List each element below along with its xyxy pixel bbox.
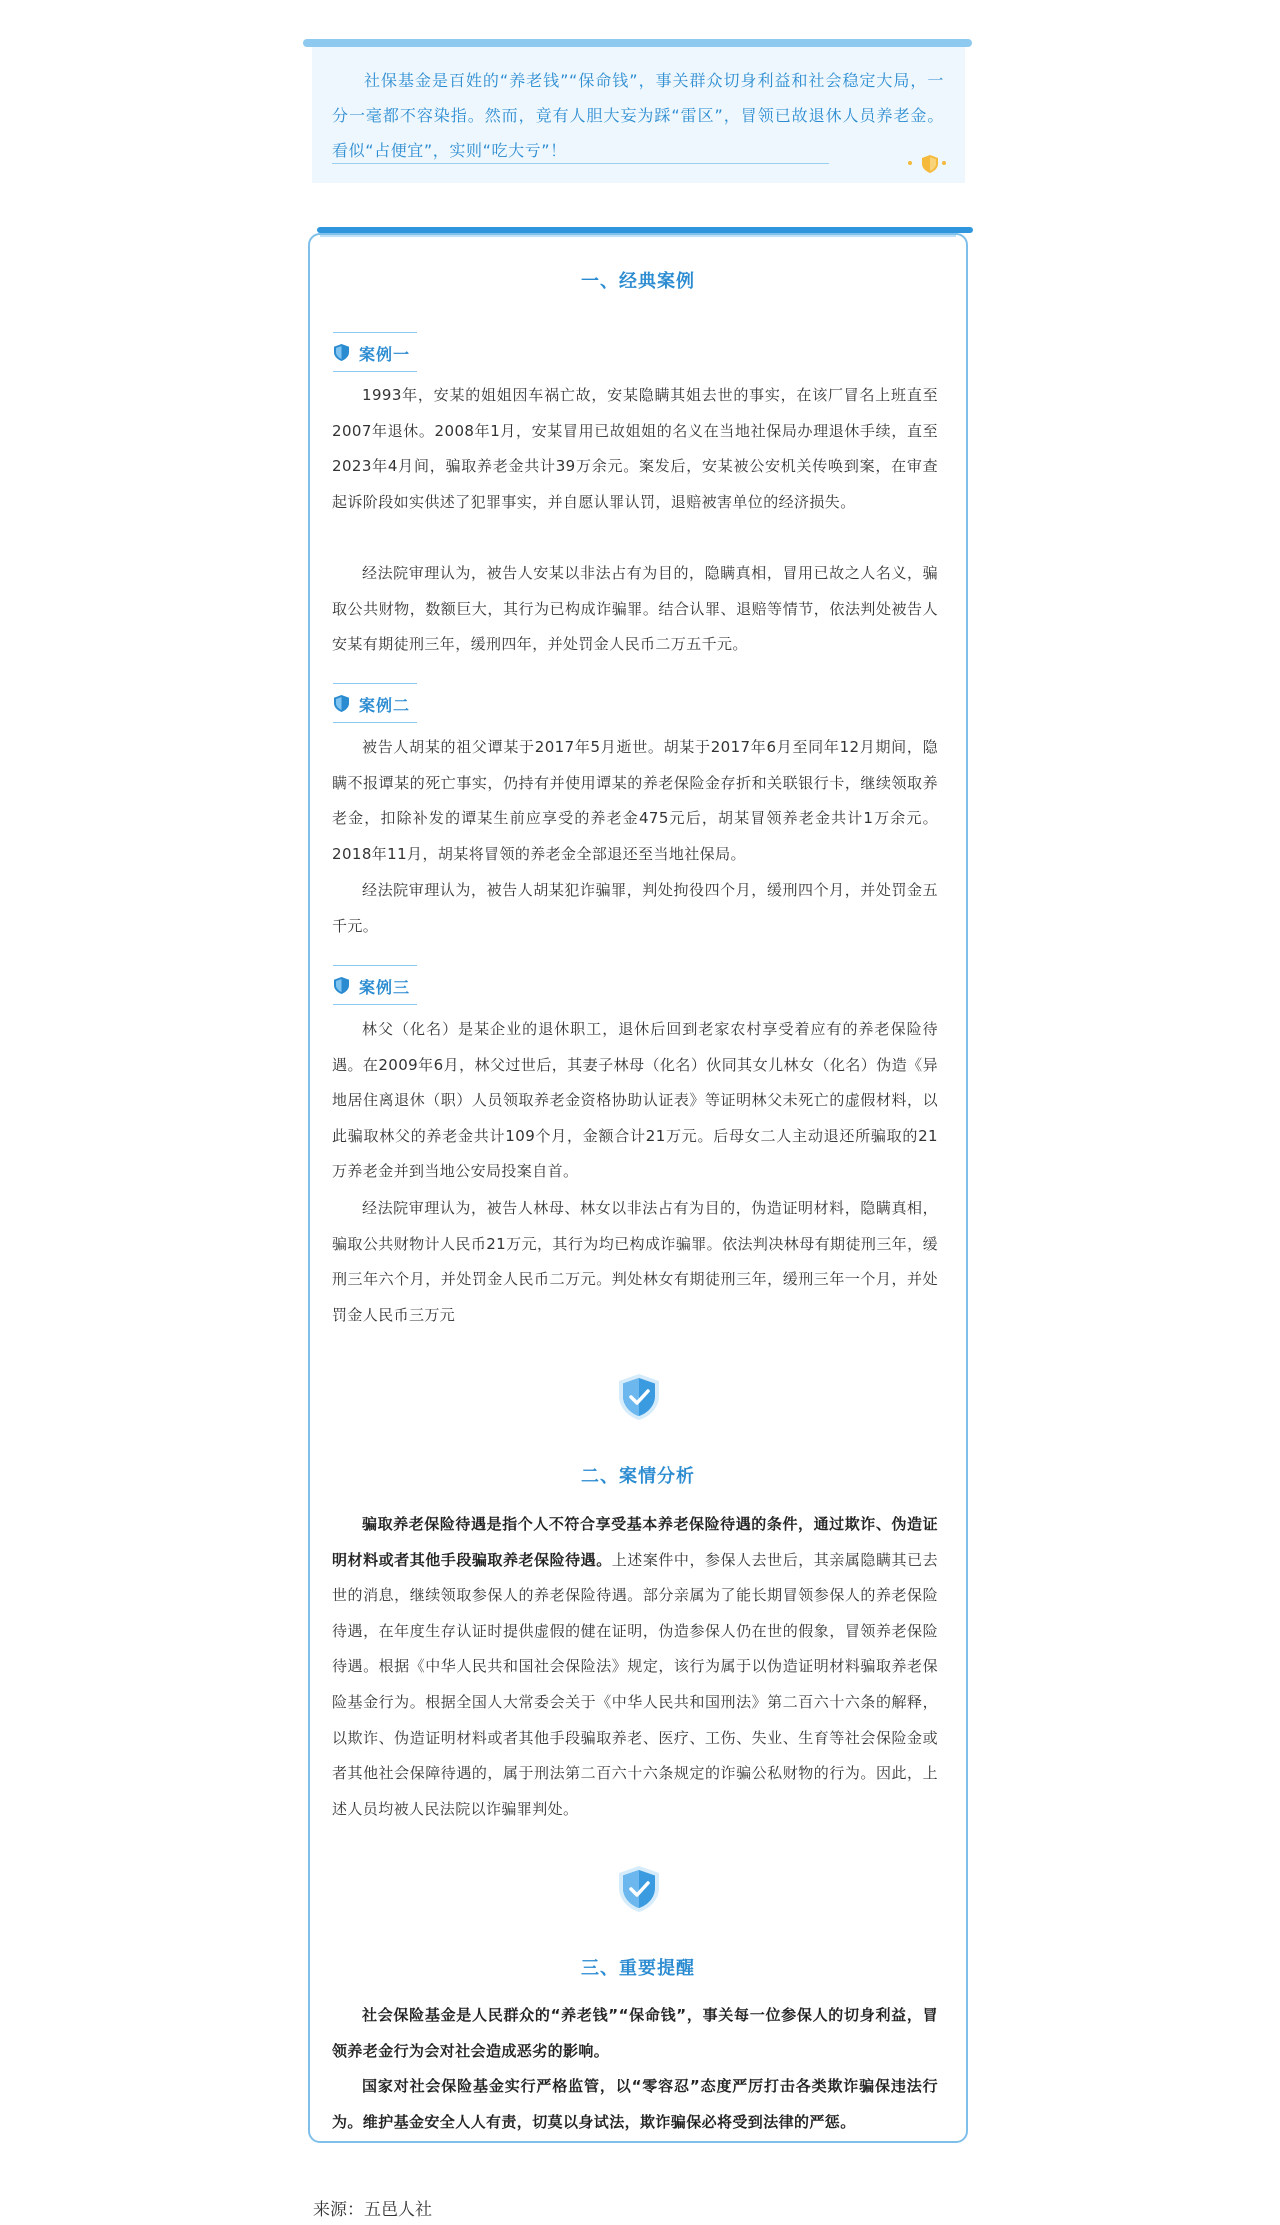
- intro-divider: [332, 163, 829, 164]
- dots-decoration: [908, 161, 914, 167]
- case-paragraph: 经法院审理认为，被告人安某以非法占有为目的，隐瞒真相，冒用已故之人名义，骗取公共财物，数额巨大，其行为已构成诈骗罪。结合认罪、退赔等情节，依法判处被告人安某有期徒刑三年，缓刑四年，并处罚金人民币二万五千元。: [332, 564, 938, 654]
- dot-decoration: [942, 161, 946, 165]
- case-label: 案例二: [359, 696, 411, 715]
- analysis-paragraph: [332, 1507, 938, 1827]
- shield-icon: [334, 977, 349, 994]
- intro-box: [312, 47, 965, 183]
- analysis-body: 上述案件中，参保人去世后，其亲属隐瞒其已去世的消息，继续领取参保人的养老保险待遇。部分亲属为了能长期冒领参保人的养老保险待遇，在年度生存认证时提供虚假的健在证明，伪造参保人仍在世的假象，冒领养老保险待遇。根据《中华人民共和国社会保险法》规定，该行为属于以伪造证明材料骗取养老保险基金行为。根据全国人大常委会关于《中华人民共和国刑法》第二百六十六条的解释，以欺诈、伪造证明材料或者其他手段骗取养老、医疗、工伤、失业、生育等社会保险金或者其他社会保障待遇的，属于刑法第二百六十六条规定的诈骗公私财物的行为。因此，上述人员均被人民法院以诈骗罪判处。: [332, 1550, 939, 1818]
- case-heading-2: [333, 683, 417, 723]
- case-heading-1: [333, 332, 417, 372]
- reminder-paragraph: [332, 1998, 938, 2069]
- case-label: 案例一: [359, 345, 411, 364]
- reminder-paragraph: [332, 2069, 938, 2140]
- shield-check-icon: [617, 1864, 661, 1914]
- analysis-bold-lead: 骗取养老保险待遇是指个人不符合享受基本养老保险待遇的条件，通过欺诈、伪造证明材料或者其他手段骗取养老保险待遇。: [332, 1515, 938, 1569]
- intro-top-bar: [303, 39, 972, 47]
- case-paragraph: 被告人胡某的祖父谭某于2017年5月逝世。胡某于2017年6月至同年12月期间，隐瞒不报谭某的死亡事实，仍持有并使用谭某的养老保险金存折和关联银行卡，继续领取养老金，扣除补发的谭某生前应享受的养老金475元后，胡某冒领养老金共计1万余元。2018年11月，胡某将冒领的养老金全部退还至当地社保局。: [332, 738, 938, 863]
- card-inner-line: [320, 235, 956, 237]
- case-paragraph: 经法院审理认为，被告人林母、林女以非法占有为目的，伪造证明材料，隐瞒真相，骗取公共财物计人民币21万元，其行为均已构成诈骗罪。依法判决林母有期徒刑三年，缓刑三年六个月，并处罚金人民币二万元。判处林女有期徒刑三年，缓刑三年一个月，并处罚金人民币三万元: [332, 1199, 938, 1324]
- shield-icon: [334, 344, 349, 361]
- source-label: 来源：五邑人社: [313, 2200, 432, 2220]
- case-label: 案例三: [359, 978, 411, 997]
- case-paragraph: 林父（化名）是某企业的退休职工，退休后回到老家农村享受着应有的养老保险待遇。在2009年6月，林父过世后，其妻子林母（化名）伙同其女儿林女（化名）伪造《异地居住离退休（职）人员领取养老金资格协助认证表》等证明林父未死亡的虚假材料，以此骗取林父的养老金共计109个月，金额合计21万元。后母女二人主动退还所骗取的21万养老金并到当地公安局投案自首。: [332, 1020, 938, 1181]
- content-card: [308, 233, 968, 2143]
- section-title-cases: 一、经典案例: [581, 271, 695, 292]
- section-title-analysis: 二、案情分析: [581, 1466, 695, 1487]
- shield-check-icon: [617, 1372, 661, 1422]
- reminder-text: 国家对社会保险基金实行严格监管，以“零容忍”态度严厉打击各类欺诈骗保违法行为。维护基金安全人人有责，切莫以身试法，欺诈骗保必将受到法律的严惩。: [332, 2077, 938, 2131]
- intro-text: 社保基金是百姓的“养老钱”“保命钱”，事关群众切身利益和社会稳定大局，一分一毫都不容染指。然而，竟有人胆大妄为踩“雷区”，冒领已故退休人员养老金。看似“占便宜”，实则“吃大亏”！: [332, 71, 944, 160]
- case-paragraph: 1993年，安某的姐姐因车祸亡故，安某隐瞒其姐去世的事实，在该厂冒名上班直至2007年退休。2008年1月，安某冒用已故姐姐的名义在当地社保局办理退休手续，直至2023年4月间，骗取养老金共计39万余元。案发后，安某被公安机关传唤到案，在审查起诉阶段如实供述了犯罪事实，并自愿认罪认罚，退赔被害单位的经济损失。: [332, 386, 938, 511]
- shield-icon: [334, 695, 349, 712]
- reminder-text: 社会保险基金是人民群众的“养老钱”“保命钱”，事关每一位参保人的切身利益，冒领养老金行为会对社会造成恶劣的影响。: [332, 2006, 938, 2060]
- case-heading-3: [333, 965, 417, 1005]
- shield-icon: [922, 155, 938, 173]
- section-title-reminder: 三、重要提醒: [581, 1958, 695, 1979]
- case-paragraph: 经法院审理认为，被告人胡某犯诈骗罪，判处拘役四个月，缓刑四个月，并处罚金五千元。: [332, 881, 938, 935]
